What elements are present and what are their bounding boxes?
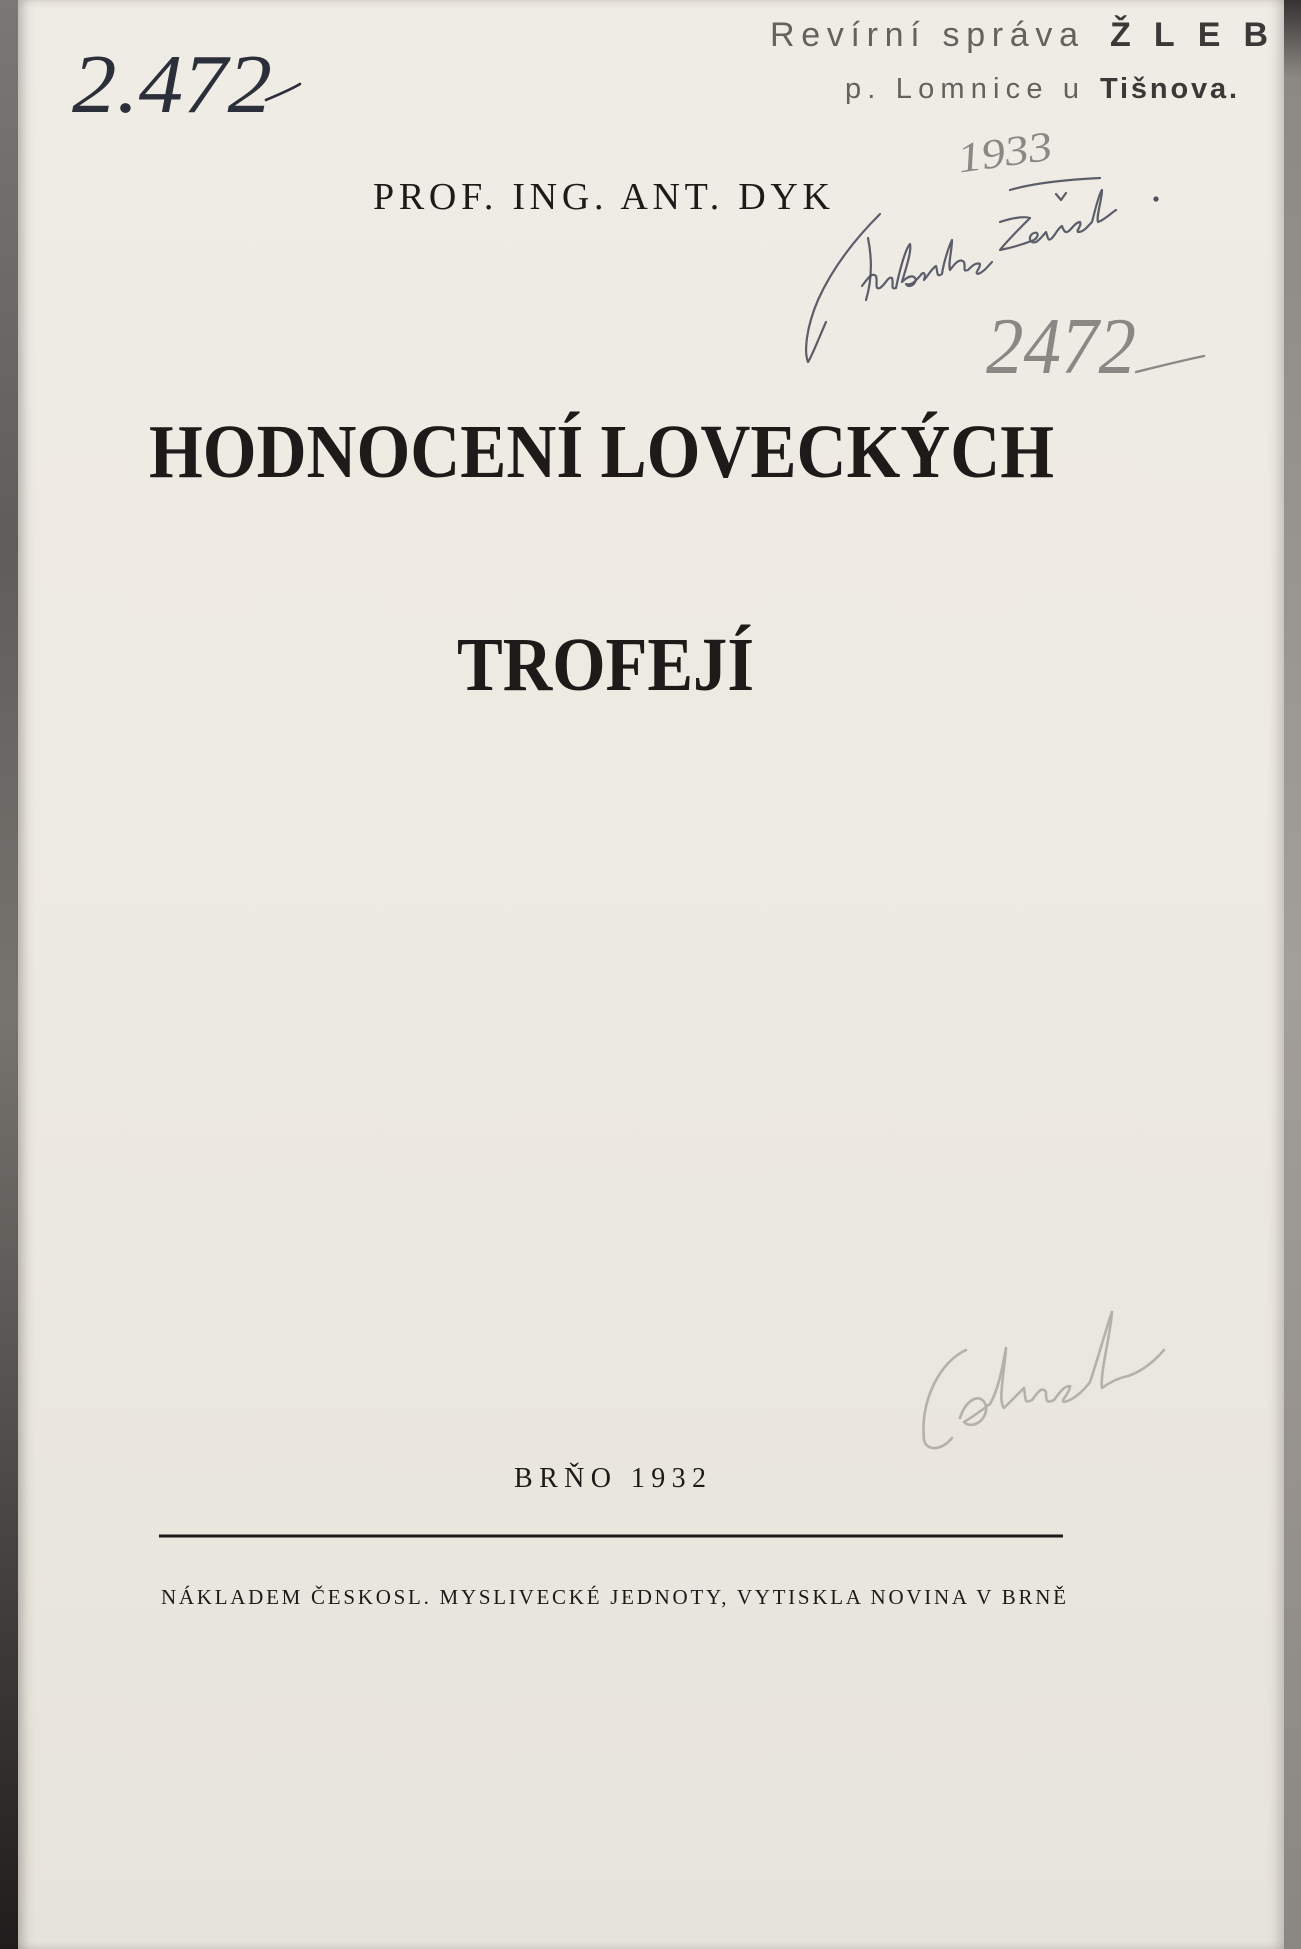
title-line-1: HODNOCENÍ LOVECKÝCH [149, 410, 1054, 494]
title-line-2: TROFEJÍ [457, 623, 754, 707]
signature-accent [1010, 178, 1100, 200]
pencil-number-text: 2472 [986, 303, 1136, 391]
place-and-year: BRŇO 1932 [514, 1463, 706, 1494]
author-name: PROF. ING. ANT. DYK [373, 176, 830, 218]
signature-second-word [1000, 190, 1116, 250]
pencil-signature [923, 1312, 1164, 1448]
stamp-place: ŽLEB [1110, 16, 1268, 54]
pencil-signature-letters [960, 1312, 1164, 1425]
signature-dot [1153, 196, 1158, 201]
signature-first-word [862, 240, 992, 288]
stamp-line2: p. Lomnice u [845, 73, 1079, 105]
handwritten-inventory-number [72, 38, 300, 131]
pencil-number-tail [1136, 356, 1204, 372]
pencil-number [986, 303, 1204, 391]
inventory-number-text: 2.472 [72, 38, 272, 131]
stamp-town: Tišnova. [1100, 73, 1237, 105]
signature-stem-stroke [866, 238, 871, 300]
pencil-signature-initial [923, 1350, 966, 1448]
publisher-imprint: NÁKLADEM ČESKOSL. MYSLIVECKÉ JEDNOTY, VYTISKLA NOVINA V BRNĚ [161, 1585, 1066, 1609]
handwritten-year: 1933 [954, 125, 1045, 183]
stamp-line1: Revírní správa [770, 16, 1078, 54]
library-stamp [770, 16, 1268, 105]
